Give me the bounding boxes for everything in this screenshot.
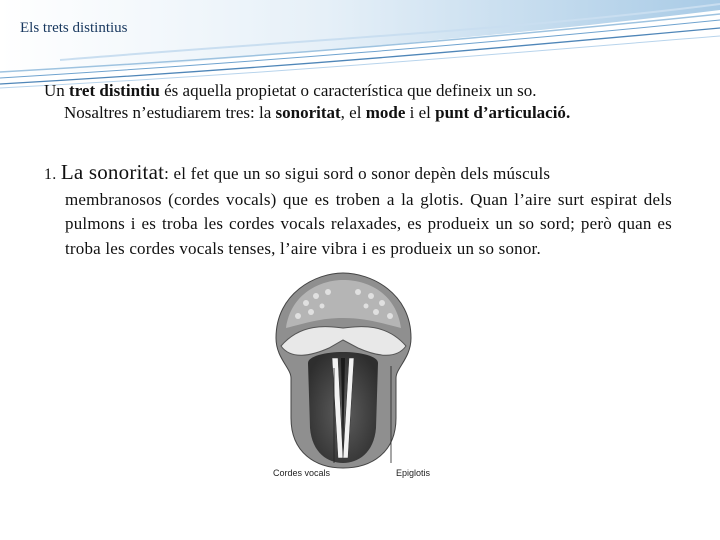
intro-paragraph bbox=[44, 80, 672, 124]
term-sonoritat: sonoritat bbox=[275, 103, 341, 122]
intro-text: . bbox=[565, 103, 571, 122]
intro-text: Nosaltres n’estudiarem tres: la bbox=[64, 103, 276, 122]
term-punt-articulacio: punt d’articulació bbox=[435, 103, 566, 122]
point-heading: La sonoritat bbox=[60, 160, 165, 184]
point-body: membranosos (cordes vocals) que es troben a la glotis. Quan l’aire surt espirat dels pulmons i es troba les cordes vocals relaxades, es produeix un so sord; però quan es troba les cordes vocals tenses, l’aire vibra i es produeix un so sonor. bbox=[65, 189, 672, 258]
slide-title: Els trets distintius bbox=[20, 20, 128, 36]
point-number: 1. bbox=[44, 166, 57, 183]
intro-second-line bbox=[44, 102, 672, 124]
point-sonoritat bbox=[44, 160, 672, 261]
intro-text: Un bbox=[44, 81, 70, 100]
label-cordes-vocals: Cordes vocals bbox=[273, 468, 331, 478]
larynx-illustration bbox=[246, 268, 441, 483]
intro-text: , el bbox=[340, 103, 366, 122]
point-first-line: : el fet que un so sigui sord o sonor depèn dels músculs bbox=[164, 164, 551, 183]
intro-text: és aquella propietat o característica que defineix un so. bbox=[159, 81, 537, 100]
intro-text: i el bbox=[405, 103, 436, 122]
term-mode: mode bbox=[365, 103, 406, 122]
term-tret-distintiu: tret distintiu bbox=[69, 81, 160, 100]
label-epiglotis: Epiglotis bbox=[396, 468, 431, 478]
larynx-figure bbox=[246, 268, 441, 483]
